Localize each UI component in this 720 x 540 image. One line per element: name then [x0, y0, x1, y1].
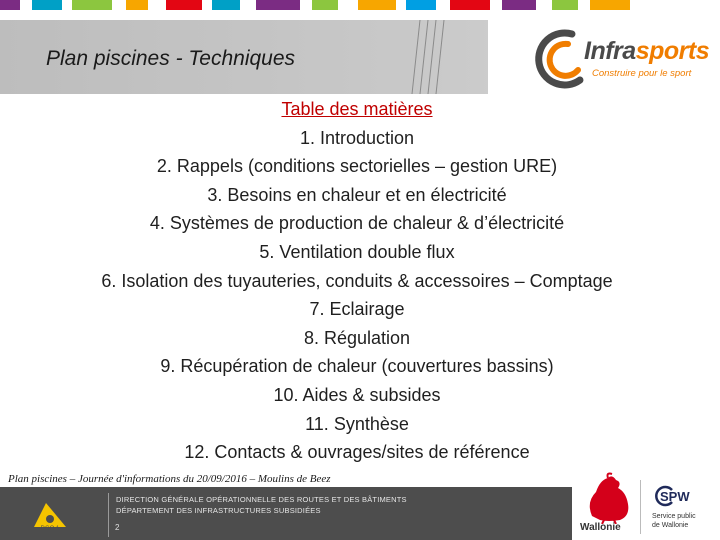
page-number: 2: [115, 523, 120, 532]
strip-segment: [450, 0, 490, 10]
toc-item: 5. Ventilation double flux: [259, 241, 455, 262]
strip-segment: [126, 0, 148, 10]
spw-subtitle: Service public: [652, 513, 696, 520]
strip-segment: [212, 0, 240, 10]
wallonie-label: Wallonie: [580, 522, 621, 533]
strip-segment: [590, 0, 630, 10]
strip-segment: [552, 0, 578, 10]
footer-caption: Plan piscines – Journée d'informations du 20/09/2016 – Moulins de Beez: [8, 473, 331, 485]
strip-segment: [406, 0, 436, 10]
strip-segment: [358, 0, 396, 10]
strip-segment: [166, 0, 202, 10]
toc-item: 4. Systèmes de production de chaleur & d’électricité: [149, 213, 565, 234]
footer-department: DÉPARTEMENT DES INFRASTRUCTURES SUBSIDIÉES: [116, 506, 321, 515]
strip-segment: [312, 0, 338, 10]
toc-item: 12. Contacts & ouvrages/sites de référence: [184, 442, 530, 463]
slide-title: Plan piscines - Techniques: [46, 47, 296, 70]
logo-wordmark: Infrasports: [584, 37, 710, 65]
strip-segment: [32, 0, 62, 10]
dgo-badge-text: DGO 1: [40, 526, 60, 531]
strip-segment: [0, 0, 20, 10]
toc-item: 1. Introduction: [299, 127, 415, 148]
toc-item: 3. Besoins en chaleur et en électricité: [207, 184, 507, 205]
color-strip: [0, 0, 720, 10]
toc-item: 11. Synthèse: [305, 413, 409, 434]
toc-item: 2. Rappels (conditions sectorielles – gestion URE): [156, 156, 558, 177]
logo-divider: [640, 480, 641, 534]
strip-segment: [72, 0, 112, 10]
spw-label: SPW: [660, 489, 690, 504]
strip-segment: [256, 0, 300, 10]
logo-swoosh-icon: [532, 22, 592, 92]
infrasports-logo: [532, 22, 710, 92]
toc-item: 9. Récupération de chaleur (couvertures bassins): [160, 356, 554, 377]
dgo-logo-icon: [30, 501, 70, 531]
wallonie-spw-logos: [572, 470, 720, 540]
toc-item: 6. Isolation des tuyauteries, conduits & accessoires – Comptage: [101, 270, 613, 291]
logo-tagline: Construire pour le sport: [592, 68, 692, 79]
toc-item: 8. Régulation: [303, 327, 411, 348]
toc-item: 7. Eclairage: [309, 299, 405, 320]
toc-item: 10. Aides & subsides: [273, 384, 441, 405]
footer-divider: [108, 493, 109, 537]
footer-directorate: DIRECTION GÉNÉRALE OPÉRATIONNELLE DES ROUTES ET DES BÂTIMENTS: [116, 495, 407, 504]
spw-subtitle: de Wallonie: [652, 522, 689, 529]
toc-title: Table des matières: [281, 99, 433, 119]
footer-band: [0, 487, 572, 540]
strip-segment: [502, 0, 536, 10]
rooster-icon: [578, 472, 638, 524]
table-of-contents: [0, 95, 714, 467]
